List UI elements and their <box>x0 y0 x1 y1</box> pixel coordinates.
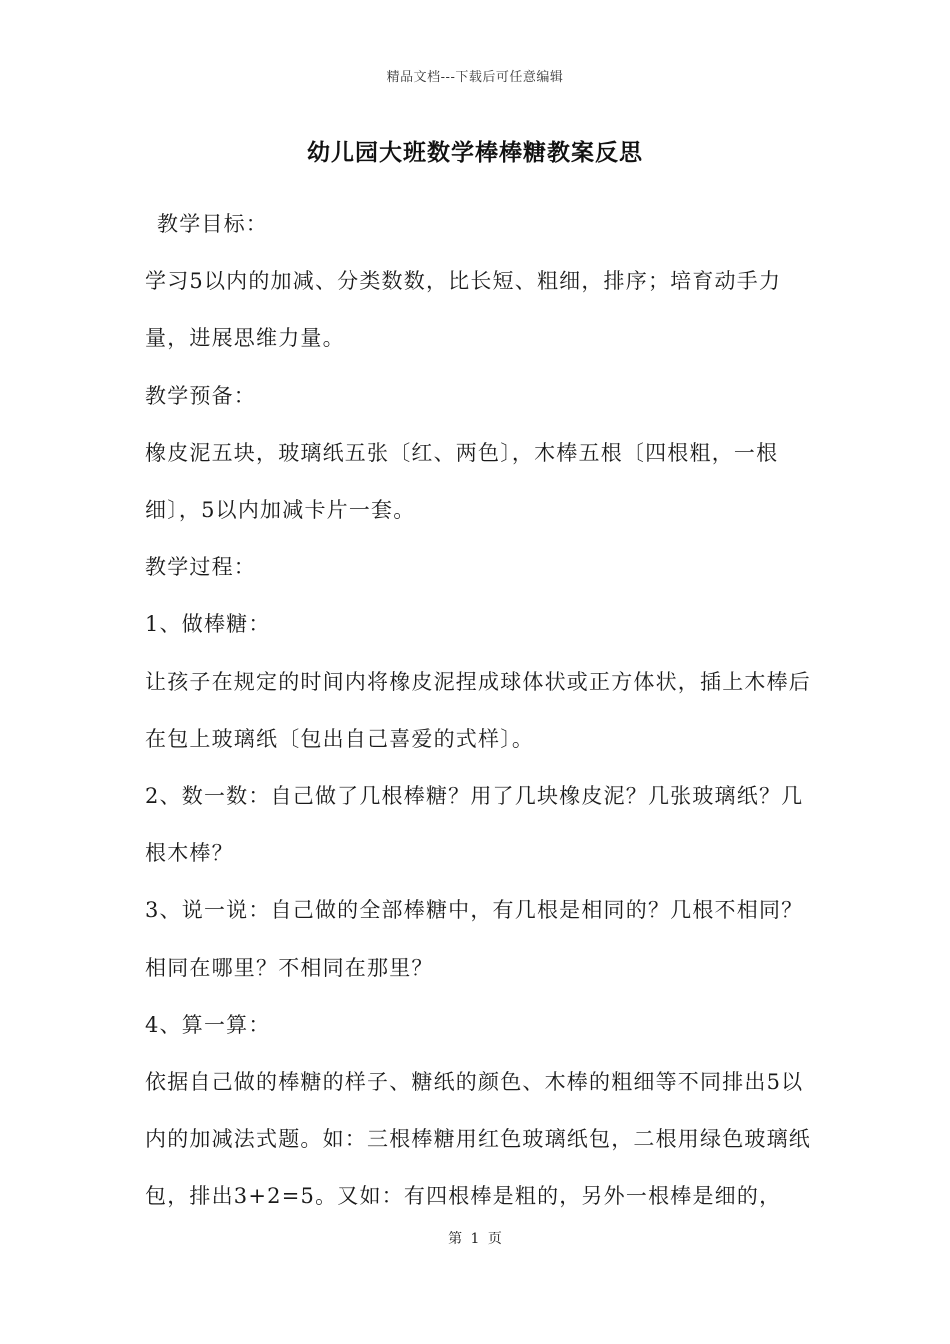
step-heading-make: 1、做棒糖： <box>145 612 271 637</box>
header-note: 精品文档---下载后可任意编辑 <box>386 70 564 85</box>
section-heading-objectives: 教学目标： <box>157 212 268 236</box>
paragraph-preparation: 橡皮泥五块，玻璃纸五张〔红、两色〕，木棒五根〔四根粗，一根细〕，5以内加减卡片一套。 <box>145 440 779 523</box>
paragraph-make: 让孩子在规定的时间内将橡皮泥捏成球体状或正方体状，插上木棒后在包上玻璃纸〔包出自己喜爱的式样〕。 <box>145 669 811 751</box>
document-title: 幼儿园大班数学棒棒糖教案反思 <box>307 139 643 166</box>
paragraph-count: 2、数一数：自己做了几根棒糖？用了几块橡皮泥？几张玻璃纸？几根木棒？ <box>145 784 804 866</box>
section-heading-preparation: 教学预备： <box>145 383 256 408</box>
paragraph-calculate: 依据自己做的棒糖的样子、糖纸的颜色、木棒的粗细等不同排出5以内的加减法式题。如：三根棒糖用红色玻璃纸包，二根用绿色玻璃纸包，排出3+2=5。又如：有四根棒是粗的，另外一根棒是细的， <box>145 1070 811 1209</box>
page-number: 第 1 页 <box>448 1231 502 1247</box>
paragraph-say: 3、说一说：自己做的全部棒糖中，有几根是相同的？几根不相同？相同在哪里？不相同在那里？ <box>145 898 804 980</box>
paragraph-objectives: 学习5以内的加减、分类数数，比长短、粗细，排序；培育动手力量，进展思维力量。 <box>145 269 782 351</box>
document-body <box>145 196 813 1226</box>
step-heading-calculate: 4、算一算： <box>145 1012 271 1037</box>
section-heading-process: 教学过程： <box>145 555 256 580</box>
